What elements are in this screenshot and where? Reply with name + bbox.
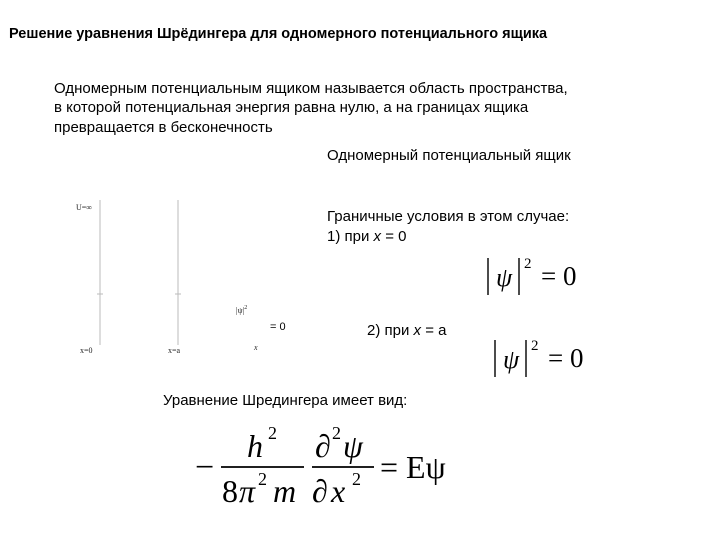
numerator-partial: ∂	[315, 428, 331, 464]
boundary-formula-1	[488, 256, 576, 295]
potential-box-diagram	[76, 200, 286, 355]
boundary-formula-2	[495, 338, 583, 377]
numerator-psi: ψ	[343, 428, 363, 464]
numerator-h: h	[247, 428, 263, 464]
schrodinger-intro: Уравнение Шредингера имеет вид:	[163, 392, 408, 409]
psi-squared-base: |ψ|	[236, 306, 245, 315]
schrodinger-equation	[195, 423, 446, 509]
diagram-caption: Одномерный потенциальный ящик	[327, 147, 571, 164]
intro-line-3: превращается в бесконечность	[54, 119, 273, 136]
condition-1-prefix: 1) при	[327, 228, 374, 245]
denominator-m: m	[273, 473, 297, 509]
page-title: Решение уравнения Шрёдингера для одномерного потенциального ящика	[9, 26, 548, 42]
boundary-conditions-heading: Граничные условия в этом случае:	[327, 208, 570, 225]
formula-2-rhs: = 0	[548, 343, 584, 373]
condition-1-variable: x	[373, 228, 382, 245]
denominator-pi: π	[239, 473, 256, 509]
psi-squared-label	[236, 305, 247, 315]
equation-rhs: = Eψ	[380, 449, 446, 485]
condition-2-suffix: = a	[421, 322, 447, 339]
denominator-partial: ∂	[312, 473, 328, 509]
formula-1-exponent: 2	[524, 256, 532, 272]
psi-squared-exp: 2	[244, 305, 248, 311]
equation-minus: −	[195, 449, 215, 486]
numerator-partial-exponent: 2	[332, 423, 341, 443]
formula-2-psi: ψ	[503, 345, 520, 374]
denominator-pi-exponent: 2	[258, 469, 267, 489]
formula-2-exponent: 2	[531, 338, 539, 354]
formula-1-rhs: = 0	[541, 261, 577, 291]
formula-1-psi: ψ	[496, 263, 513, 292]
denominator-x-exponent: 2	[352, 469, 361, 489]
x-axis-label: x	[254, 343, 258, 352]
x-zero-label: x=0	[80, 346, 93, 355]
condition-1-suffix: = 0	[381, 228, 407, 245]
denominator-8: 8	[222, 473, 238, 509]
intro-line-1: Одномерным потенциальным ящиком называется область пространства,	[54, 80, 568, 97]
condition-2-variable: x	[413, 322, 422, 339]
x-a-label: x=a	[168, 346, 181, 355]
intro-line-2: в которой потенциальная энергия равна нулю, а на границах ящика	[54, 99, 529, 116]
denominator-x: x	[331, 473, 346, 509]
diagram-equals-zero: = 0	[270, 321, 286, 333]
potential-infinity-label: U=∞	[76, 203, 92, 212]
numerator-h-exponent: 2	[268, 423, 277, 443]
condition-2-prefix: 2) при	[367, 322, 414, 339]
